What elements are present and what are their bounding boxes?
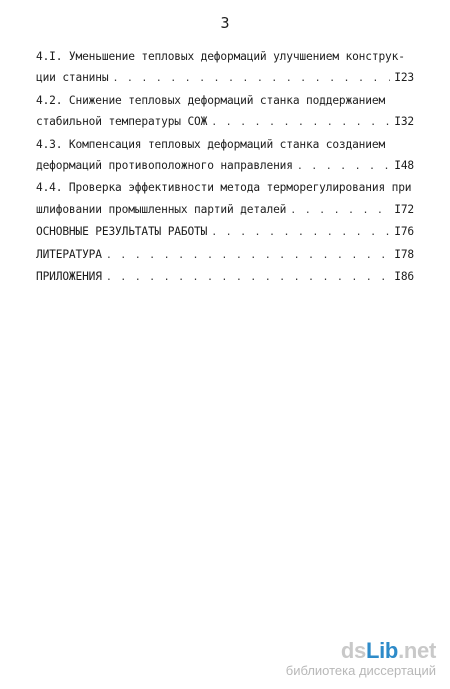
toc-entry-results[interactable] xyxy=(36,221,414,243)
toc-entry-text: 4.4. Проверка эффективности метода терморегулирования при xyxy=(36,181,412,195)
site-logo xyxy=(286,639,436,663)
table-of-contents xyxy=(36,46,414,288)
toc-entry-text: 4.3. Компенсация тепловых деформаций станка созданием xyxy=(36,137,386,151)
leader-dots xyxy=(211,112,390,133)
toc-entry-text: стабильной температуры СОЖ xyxy=(36,115,208,129)
logo-prefix: ds xyxy=(340,638,366,663)
toc-entry-text: ЛИТЕРАТУРА xyxy=(36,247,102,261)
toc-entry-appendices[interactable] xyxy=(36,266,414,288)
toc-page-number: I23 xyxy=(394,71,414,85)
page-number: 3 xyxy=(220,14,230,32)
toc-heading-4-3 xyxy=(36,134,414,155)
toc-entry-text: деформаций противоположного направления xyxy=(36,159,293,173)
toc-page-number: I86 xyxy=(394,270,414,284)
toc-entry-4-1[interactable] xyxy=(36,67,414,89)
leader-dots xyxy=(211,222,390,243)
toc-entry-text: ции станины xyxy=(36,71,109,85)
leader-dots xyxy=(106,267,390,288)
toc-page-number: I72 xyxy=(394,202,414,216)
toc-entry-literature[interactable] xyxy=(36,244,414,266)
logo-lib: Lib xyxy=(365,638,399,663)
toc-page-number: I48 xyxy=(394,159,414,173)
toc-entry-text: 4.2. Снижение тепловых деформаций станка поддержанием xyxy=(36,93,386,107)
leader-dots xyxy=(290,200,390,221)
toc-entry-text: ОСНОВНЫЕ РЕЗУЛЬТАТЫ РАБОТЫ xyxy=(36,225,208,239)
toc-entry-4-3[interactable] xyxy=(36,155,414,177)
leader-dots xyxy=(112,68,390,89)
toc-heading-4-4 xyxy=(36,177,414,198)
toc-entry-4-4[interactable] xyxy=(36,199,414,221)
toc-entry-text: ПРИЛОЖЕНИЯ xyxy=(36,270,102,284)
toc-heading-4-2 xyxy=(36,90,414,111)
toc-entry-text: шлифовании промышленных партий деталей xyxy=(36,202,287,216)
site-watermark[interactable] xyxy=(286,639,436,679)
logo-suffix: .net xyxy=(398,638,436,663)
toc-entry-text: 4.I. Уменьшение тепловых деформаций улучшением конструк- xyxy=(36,50,405,63)
site-tagline: библиотека диссертаций xyxy=(285,663,436,678)
leader-dots xyxy=(106,245,390,266)
toc-heading-4-1 xyxy=(36,46,414,67)
toc-page-number: I32 xyxy=(394,115,414,129)
leader-dots xyxy=(297,156,390,177)
toc-page-number: I78 xyxy=(394,247,414,261)
toc-entry-4-2[interactable] xyxy=(36,111,414,133)
toc-page-number: I76 xyxy=(394,225,414,239)
